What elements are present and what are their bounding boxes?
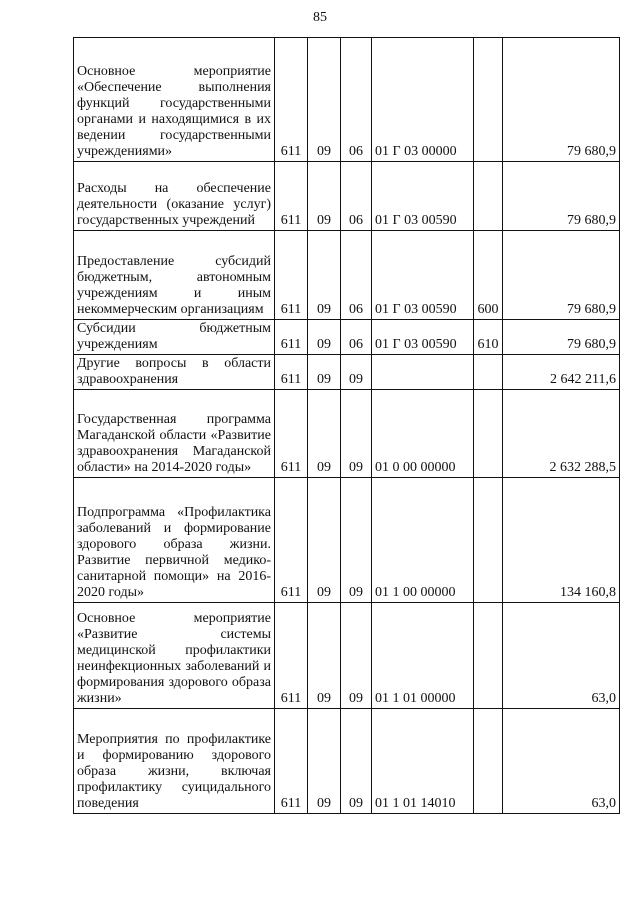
row-expense-type: 600 [474,231,503,320]
row-target-article: 01 Г 03 00590 [372,162,474,231]
row-agency-code: 611 [275,709,308,814]
row-subsection: 06 [341,38,372,162]
row-target-article: 01 Г 03 00590 [372,320,474,355]
row-agency-code: 611 [275,38,308,162]
row-section: 09 [308,231,341,320]
row-target-article: 01 Г 03 00590 [372,231,474,320]
row-expense-type [474,355,503,390]
row-subsection: 09 [341,355,372,390]
row-subsection: 06 [341,231,372,320]
row-agency-code: 611 [275,355,308,390]
row-expense-type [474,603,503,709]
row-target-article: 01 1 01 14010 [372,709,474,814]
row-agency-code: 611 [275,320,308,355]
row-expense-type [474,390,503,478]
table-row [74,38,620,162]
table-row [74,709,620,814]
row-name: Подпрограмма «Профилактика заболеваний и формирование здорового образа жизни. Развитие первичной медико-санитарной помощи» на 2016-2020 годы» [74,478,275,603]
row-name: Основное мероприятие «Обеспечение выполнения функций государственными органами и находящимися в их ведении государственными учреждениями» [74,38,275,162]
row-name: Государственная программа Магаданской области «Развитие здравоохранения Магаданской области» на 2014-2020 годы» [74,390,275,478]
row-name: Мероприятия по профилактике и формированию здорового образа жизни, включая профилактику суицидального поведения [74,709,275,814]
row-subsection: 09 [341,709,372,814]
row-amount: 63,0 [503,603,620,709]
row-section: 09 [308,38,341,162]
row-amount: 134 160,8 [503,478,620,603]
row-target-article: 01 Г 03 00000 [372,38,474,162]
table-row [74,355,620,390]
row-expense-type [474,709,503,814]
row-subsection: 09 [341,603,372,709]
row-name: Основное мероприятие «Развитие системы медицинской профилактики неинфекционных заболеваний и формирования здорового образа жизни» [74,603,275,709]
row-name: Предоставление субсидий бюджетным, автономным учреждениям и иным некоммерческим организациям [74,231,275,320]
table-row [74,603,620,709]
row-amount: 79 680,9 [503,38,620,162]
table-row [74,231,620,320]
row-agency-code: 611 [275,162,308,231]
row-agency-code: 611 [275,390,308,478]
row-name: Другие вопросы в области здравоохранения [74,355,275,390]
row-section: 09 [308,478,341,603]
row-subsection: 06 [341,162,372,231]
row-section: 09 [308,390,341,478]
table-row [74,320,620,355]
row-amount: 79 680,9 [503,231,620,320]
row-section: 09 [308,709,341,814]
row-name: Расходы на обеспечение деятельности (оказание услуг) государственных учреждений [74,162,275,231]
page-number: 85 [313,10,327,25]
row-expense-type [474,38,503,162]
row-name: Субсидии бюджетным учреждениям [74,320,275,355]
row-target-article: 01 0 00 00000 [372,390,474,478]
table-row [74,478,620,603]
row-amount: 79 680,9 [503,320,620,355]
row-amount: 2 632 288,5 [503,390,620,478]
row-section: 09 [308,355,341,390]
row-amount: 2 642 211,6 [503,355,620,390]
row-target-article: 01 1 00 00000 [372,478,474,603]
row-agency-code: 611 [275,478,308,603]
row-subsection: 09 [341,390,372,478]
table-row [74,162,620,231]
row-target-article [372,355,474,390]
row-target-article: 01 1 01 00000 [372,603,474,709]
row-expense-type: 610 [474,320,503,355]
row-expense-type [474,478,503,603]
row-agency-code: 611 [275,231,308,320]
row-section: 09 [308,603,341,709]
table-row [74,390,620,478]
row-subsection: 06 [341,320,372,355]
row-agency-code: 611 [275,603,308,709]
budget-table [73,37,620,814]
row-amount: 79 680,9 [503,162,620,231]
row-amount: 63,0 [503,709,620,814]
row-section: 09 [308,162,341,231]
row-subsection: 09 [341,478,372,603]
row-section: 09 [308,320,341,355]
row-expense-type [474,162,503,231]
